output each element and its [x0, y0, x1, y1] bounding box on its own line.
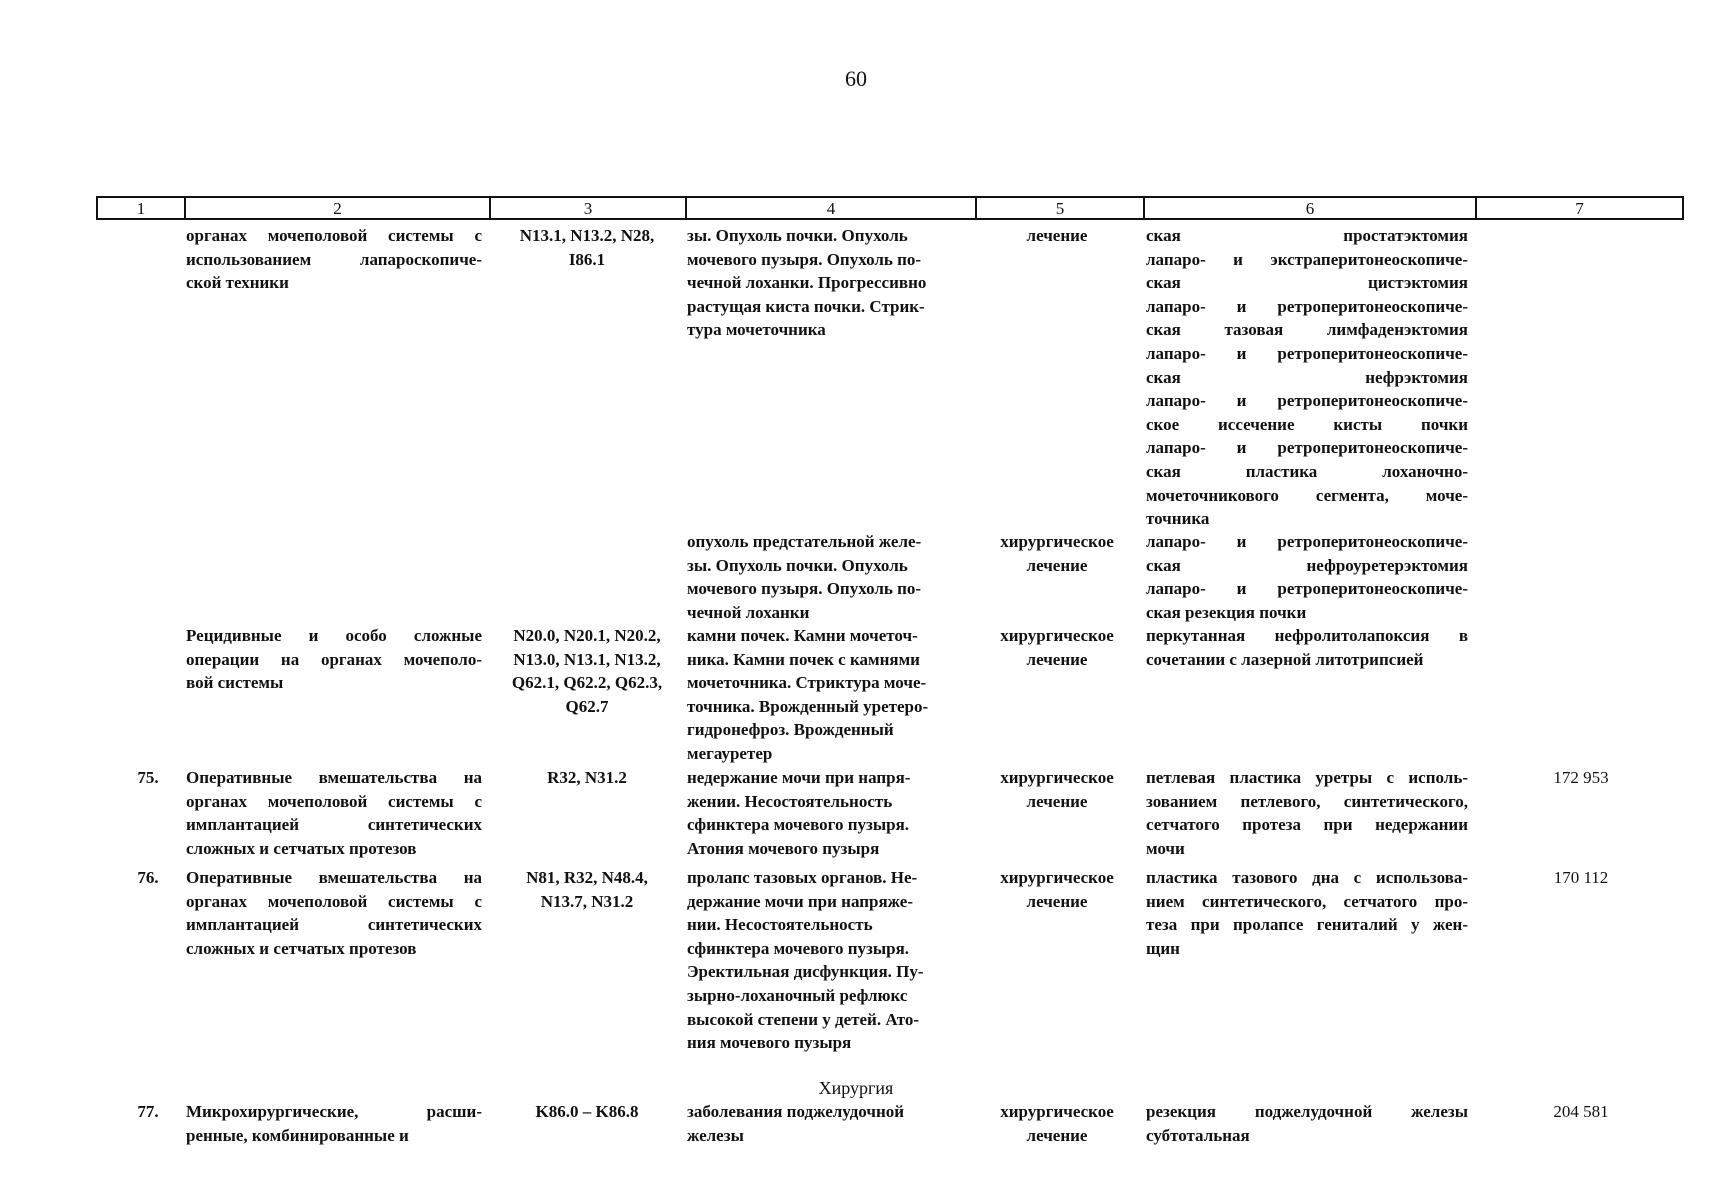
- column-number-1: 1: [98, 198, 186, 218]
- patient-model-line: высокой степени у детей. Ато-: [687, 1009, 920, 1029]
- patient-model: [687, 1100, 965, 1147]
- patient-model-line: точника. Врожденный уретеро-: [687, 696, 929, 716]
- column-number-6: 6: [1145, 198, 1477, 218]
- treatment-type: [976, 866, 1138, 913]
- treatment-type-line: хирургическое: [1000, 868, 1114, 887]
- treatment-type-line: хирургическое: [1000, 626, 1114, 645]
- icd-codes-line: Q62.7: [565, 696, 609, 716]
- patient-model: [687, 624, 965, 766]
- treatment-type-line: хирургическое: [1000, 532, 1114, 551]
- treatment-method-line: петлевая пластика уретры с исполь-: [1146, 768, 1468, 787]
- intervention-name-line: вой системы: [186, 673, 284, 693]
- treatment-type-line: хирургическое: [1000, 1102, 1114, 1121]
- intervention-name-line: Рецидивные и особо сложные: [186, 626, 482, 645]
- column-number-7: 7: [1575, 199, 1584, 218]
- icd-codes: [491, 224, 683, 271]
- icd-codes-line: N13.1, N13.2, N28,: [519, 226, 655, 245]
- patient-model-line: мочевого пузыря. Опухоль по-: [687, 249, 922, 269]
- intervention-name-line: Оперативные вмешательства на: [186, 868, 482, 887]
- patient-model-line: чечной лоханки. Прогрессивно: [687, 273, 927, 293]
- icd-codes-line: K86.0 – K86.8: [535, 1102, 639, 1121]
- intervention-name-line: ской техники: [186, 273, 289, 293]
- intervention-name: [186, 866, 482, 960]
- column-number-5: 5: [977, 198, 1145, 218]
- treatment-method-line: ская тазовая лимфаденэктомия: [1146, 320, 1468, 340]
- patient-model-line: недержание мочи при напря-: [687, 768, 911, 787]
- intervention-name-line: органах мочеполовой системы с: [186, 791, 482, 811]
- treatment-method-line: щин: [1146, 938, 1180, 958]
- treatment-method-line: лапаро- и ретроперитонеоскопиче-: [1146, 296, 1468, 316]
- patient-model-line: сфинктера мочевого пузыря.: [687, 938, 910, 958]
- icd-codes: [491, 1100, 683, 1124]
- treatment-method-line: перкутанная нефролитолапоксия в: [1146, 626, 1468, 645]
- treatment-method-line: ская нефрэктомия: [1146, 367, 1468, 387]
- cost-value: 204 581: [1553, 1102, 1609, 1121]
- section-heading: Хирургия: [818, 1078, 894, 1098]
- icd-codes-line: N20.0, N20.1, N20.2,: [513, 626, 661, 645]
- patient-model: [687, 530, 965, 624]
- intervention-name-line: Оперативные вмешательства на: [186, 768, 482, 787]
- column-number-2: 2: [186, 198, 491, 218]
- treatment-method-line: нием синтетического, сетчатого про-: [1146, 891, 1468, 911]
- treatment-type-line: лечение: [1026, 226, 1088, 245]
- intervention-name-line: операции на органах мочеполо-: [186, 649, 482, 669]
- treatment-method-line: лапаро- и экстраперитонеоскопиче-: [1146, 249, 1468, 269]
- treatment-method: [1146, 766, 1468, 860]
- treatment-type-line: лечение: [1026, 555, 1088, 575]
- patient-model-line: заболевания поджелудочной: [687, 1102, 905, 1121]
- page-number: 60: [845, 66, 867, 91]
- treatment-method-line: ская цистэктомия: [1146, 273, 1468, 293]
- treatment-method: [1146, 530, 1468, 624]
- intervention-name: [186, 224, 482, 295]
- treatment-type: [976, 624, 1138, 671]
- icd-codes-line: R32, N31.2: [547, 768, 627, 787]
- intervention-name-line: использованием лапароскопиче-: [186, 249, 482, 269]
- patient-model-line: мочеточника. Стриктура моче-: [687, 673, 927, 693]
- patient-model-line: зы. Опухоль почки. Опухоль: [687, 555, 908, 575]
- intervention-name: [186, 1100, 482, 1147]
- patient-model-line: растущая киста почки. Стрик-: [687, 296, 925, 316]
- patient-model-line: жении. Несостоятельность: [687, 791, 893, 811]
- row-number: 77.: [137, 1102, 159, 1121]
- patient-model-line: Эректильная дисфункция. Пу-: [687, 962, 924, 982]
- column-number-4: 4: [687, 198, 977, 218]
- intervention-name: [186, 766, 482, 860]
- treatment-type-line: лечение: [1026, 791, 1088, 811]
- intervention-name-line: сложных и сетчатых протезов: [186, 938, 417, 958]
- treatment-method-line: точника: [1146, 509, 1210, 529]
- patient-model-line: камни почек. Камни мочеточ-: [687, 626, 918, 645]
- patient-model-line: зырно-лоханочный рефлюкс: [687, 985, 908, 1005]
- treatment-method: [1146, 866, 1468, 960]
- patient-model-line: железы: [687, 1125, 744, 1145]
- patient-model: [687, 866, 965, 1055]
- treatment-method-line: ская резекция почки: [1146, 602, 1307, 622]
- treatment-method-line: пластика тазового дна с использова-: [1146, 868, 1468, 887]
- icd-codes-line: I86.1: [568, 249, 606, 269]
- patient-model-line: мегауретер: [687, 743, 773, 763]
- treatment-method-line: лапаро- и ретроперитонеоскопиче-: [1146, 438, 1468, 458]
- treatment-method-line: мочеточникового сегмента, моче-: [1146, 485, 1468, 505]
- patient-model-line: держание мочи при напряже-: [687, 891, 913, 911]
- treatment-method-line: ская пластика лоханочно-: [1146, 461, 1468, 481]
- treatment-type-line: хирургическое: [1000, 768, 1114, 787]
- treatment-type: [976, 1100, 1138, 1147]
- treatment-method-line: сочетании с лазерной литотрипсией: [1146, 649, 1424, 669]
- icd-codes-line: N13.7, N31.2: [540, 891, 634, 911]
- patient-model-line: тура мочеточника: [687, 320, 826, 340]
- treatment-method-line: теза при пролапсе гениталий у жен-: [1146, 915, 1468, 935]
- patient-model-line: Атония мочевого пузыря: [687, 838, 880, 858]
- icd-codes: [491, 866, 683, 913]
- treatment-type: [976, 530, 1138, 577]
- intervention-name: [186, 624, 482, 695]
- patient-model-line: гидронефроз. Врожденный: [687, 720, 894, 740]
- intervention-name-line: органах мочеполовой системы с: [186, 226, 482, 245]
- patient-model-line: сфинктера мочевого пузыря.: [687, 815, 910, 835]
- treatment-method-line: зованием петлевого, синтетического,: [1146, 791, 1468, 811]
- patient-model-line: чечной лоханки: [687, 602, 810, 622]
- treatment-method-line: сетчатого протеза при недержании: [1146, 815, 1468, 835]
- treatment-type: [976, 224, 1138, 248]
- intervention-name-line: Микрохирургические, расши-: [186, 1102, 482, 1121]
- treatment-method-line: лапаро- и ретроперитонеоскопиче-: [1146, 391, 1468, 411]
- row-number: 75.: [137, 768, 159, 787]
- column-number-3: 3: [491, 198, 687, 218]
- treatment-method-line: ская простатэктомия: [1146, 226, 1468, 245]
- treatment-method-line: ское иссечение кисты почки: [1146, 414, 1468, 434]
- patient-model: [687, 766, 965, 860]
- treatment-method-line: лапаро- и ретроперитонеоскопиче-: [1146, 343, 1468, 363]
- patient-model-line: нии. Несостоятельность: [687, 915, 873, 935]
- treatment-method-line: ская нефроуретерэктомия: [1146, 555, 1468, 575]
- patient-model: [687, 224, 965, 342]
- treatment-method-line: мочи: [1146, 838, 1185, 858]
- treatment-type-line: лечение: [1026, 649, 1088, 669]
- icd-codes-line: N13.0, N13.1, N13.2,: [513, 649, 661, 669]
- intervention-name-line: имплантацией синтетических: [186, 915, 482, 935]
- patient-model-line: мочевого пузыря. Опухоль по-: [687, 579, 922, 599]
- treatment-method-line: лапаро- и ретроперитонеоскопиче-: [1146, 532, 1468, 551]
- patient-model-line: зы. Опухоль почки. Опухоль: [687, 226, 908, 245]
- icd-codes-line: N81, R32, N48.4,: [526, 868, 648, 887]
- treatment-method-line: резекция поджелудочной железы: [1146, 1102, 1468, 1121]
- cost-value: 170 112: [1553, 868, 1609, 887]
- patient-model-line: ния мочевого пузыря: [687, 1033, 852, 1053]
- intervention-name-line: сложных и сетчатых протезов: [186, 838, 417, 858]
- treatment-method-line: лапаро- и ретроперитонеоскопиче-: [1146, 579, 1468, 599]
- treatment-method-line: субтотальная: [1146, 1125, 1250, 1145]
- column-number-header: [96, 196, 1684, 220]
- intervention-name-line: имплантацией синтетических: [186, 815, 482, 835]
- treatment-method: [1146, 1100, 1468, 1147]
- cost-value: 172 953: [1553, 768, 1609, 787]
- patient-model-line: опухоль предстательной желе-: [687, 532, 922, 551]
- patient-model-line: ника. Камни почек с камнями: [687, 649, 920, 669]
- row-number: 76.: [137, 868, 159, 887]
- treatment-type-line: лечение: [1026, 891, 1088, 911]
- treatment-type: [976, 766, 1138, 813]
- treatment-method: [1146, 224, 1468, 531]
- treatment-type-line: лечение: [1026, 1125, 1088, 1145]
- icd-codes: [491, 624, 683, 718]
- patient-model-line: пролапс тазовых органов. Не-: [687, 868, 918, 887]
- treatment-method: [1146, 624, 1468, 671]
- icd-codes-line: Q62.1, Q62.2, Q62.3,: [511, 673, 663, 693]
- intervention-name-line: органах мочеполовой системы с: [186, 891, 482, 911]
- intervention-name-line: ренные, комбинированные и: [186, 1125, 409, 1145]
- icd-codes: [491, 766, 683, 790]
